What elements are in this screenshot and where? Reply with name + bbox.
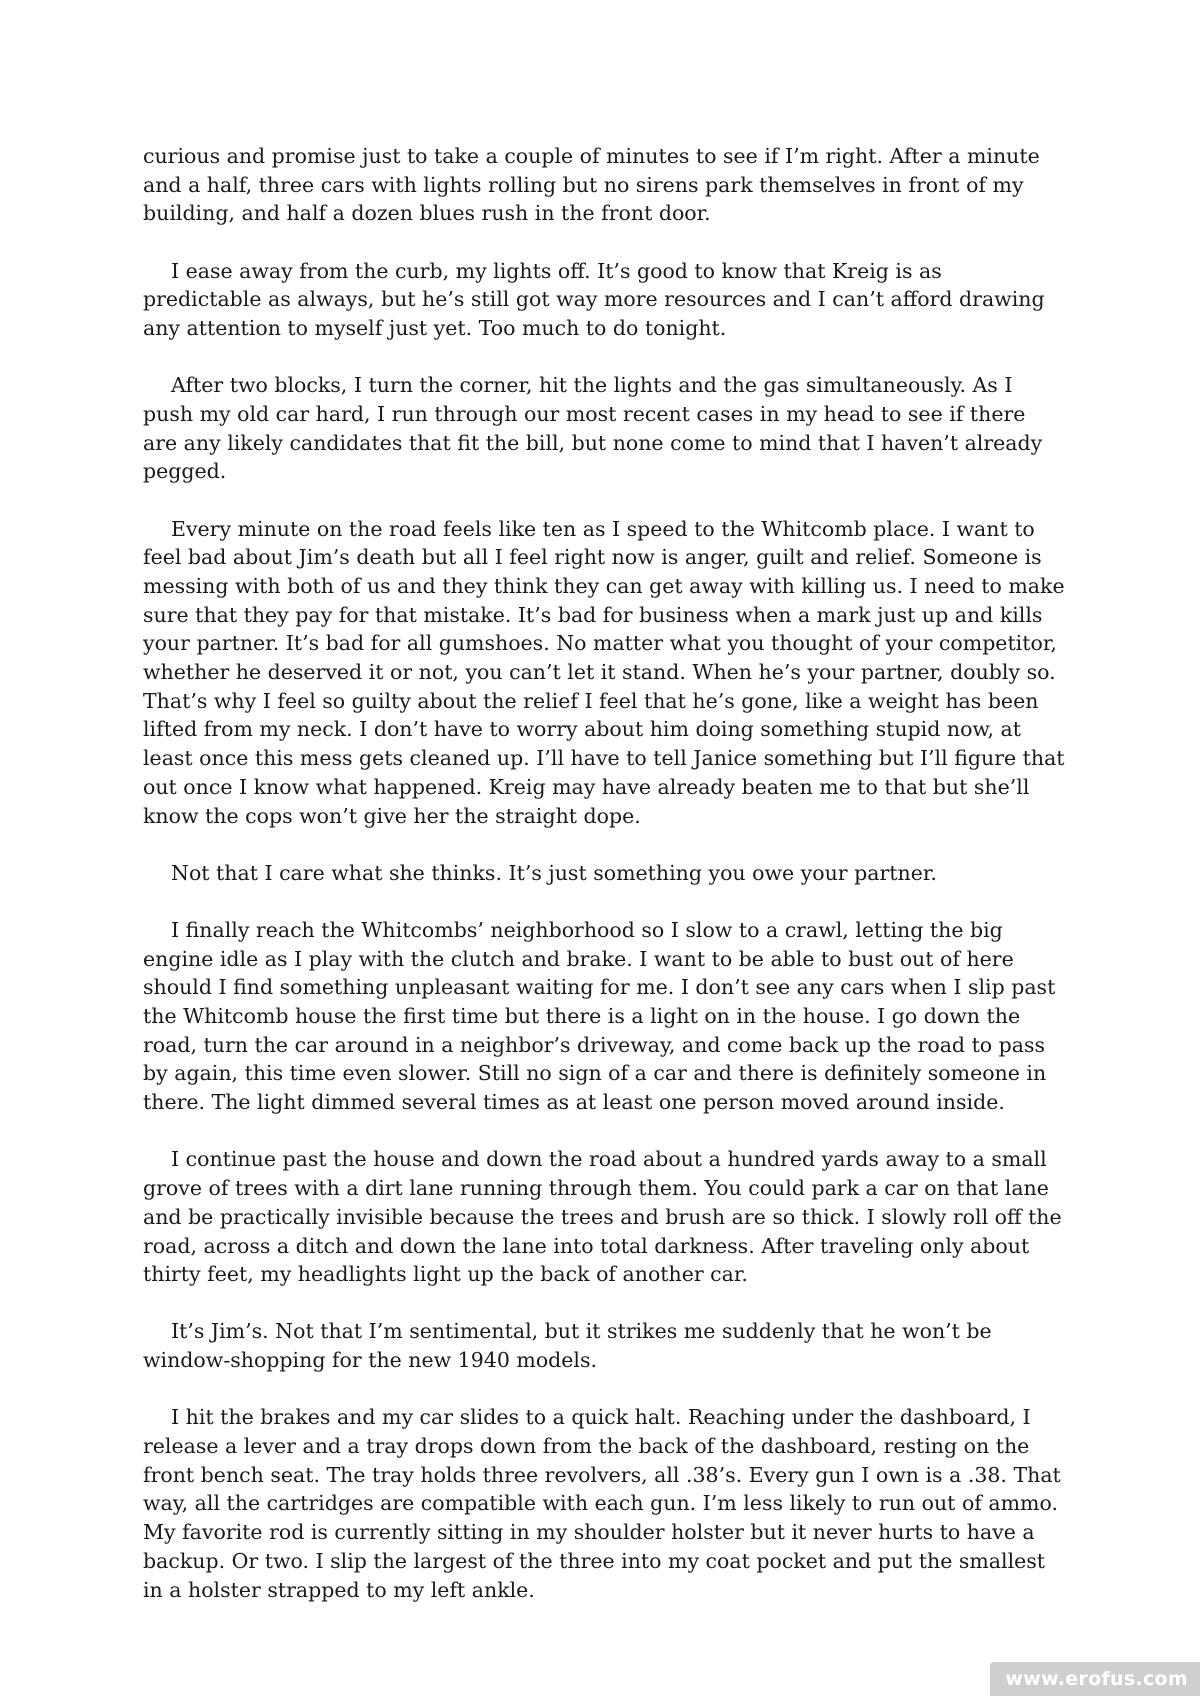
paragraph: After two blocks, I turn the corner, hit the lights and the gas simultaneously. As I push my old car hard, I run through our most recent cases in my head to see if there are any likely candidates that fit the bill, but none come to mind that I haven’t already pegged. <box>143 373 1043 484</box>
paragraph: It’s Jim’s. Not that I’m sentimental, but it strikes me suddenly that he won’t be window-shopping for the new 1940 models. <box>143 1319 992 1373</box>
watermark-text: www.erofus.com <box>1005 1668 1188 1690</box>
paragraph: I continue past the house and down the road about a hundred yards away to a small grove of trees with a dirt lane running through them. You could park a car on that lane and be practically invisible because the trees and brush are so thick. I slowly roll off the road, across a ditch and down the lane into total darkness. After traveling only about thirty feet, my headlights light up the back of another car. <box>143 1147 1062 1287</box>
paragraph: I finally reach the Whitcombs’ neighborhood so I slow to a crawl, letting the big engine idle as I play with the clutch and brake. I want to be able to bust out of here should I find something unpleasant waiting for me. I don’t see any cars when I slip past the Whitcomb house the first time but there is a light on in the house. I go down the road, turn the car around in a neighbor’s driveway, and come back up the road to pass by again, this time even slower. Still no sign of a car and there is definitely someone in there. The light dimmed several times as at least one person moved around inside. <box>143 917 1056 1115</box>
paragraph: I ease away from the curb, my lights off. It’s good to know that Kreig is as predictable as always, but he’s still got way more resources and I can’t afford drawing any attention to myself just yet. Too much to do tonight. <box>143 258 1045 341</box>
paragraph: I hit the brakes and my car slides to a quick halt. Reaching under the dashboard, I release a lever and a tray drops down from the back of the dashboard, resting on the front bench seat. The tray holds three revolvers, all .38’s. Every gun I own is a .38. That way, all the cartridges are compatible with each gun. I’m less likely to run out of ammo. My favorite rod is currently sitting in my shoulder holster but it never hurts to have a backup. Or two. I slip the largest of the three into my coat pocket and put the smallest in a holster strapped to my left ankle. <box>143 1405 1061 1602</box>
paragraph: Every minute on the road feels like ten as I speed to the Whitcomb place. I want to feel bad about Jim’s death but all I feel right now is anger, guilt and relief. Someone is messing with both of us and they think they can get away with killing us. I need to make sure that they pay for that mistake. It’s bad for business when a mark just up and kills your partner. It’s bad for all gumshoes. No matter what you thought of your competitor, whether he deserved it or not, you can’t let it stand. When he’s your partner, doubly so. That’s why I feel so guilty about the relief I feel that he’s gone, like a weight has been lifted from my neck. I don’t have to worry about him doing something stupid now, at least once this mess gets cleaned up. I’ll have to tell Janice something but I’ll figure that out once I know what happened. Kreig may have already beaten me to that but she’ll know the cops won’t give her the straight dope. <box>143 516 1065 828</box>
body-text <box>143 142 1065 1633</box>
paragraph: curious and promise just to take a couple of minutes to see if I’m right. After a minute and a half, three cars with lights rolling but no sirens park themselves in front of my building, and half a dozen blues rush in the front door. <box>143 144 1040 226</box>
paragraph: Not that I care what she thinks. It’s just something you owe your partner. <box>171 860 937 885</box>
watermark-badge <box>990 1662 1200 1696</box>
